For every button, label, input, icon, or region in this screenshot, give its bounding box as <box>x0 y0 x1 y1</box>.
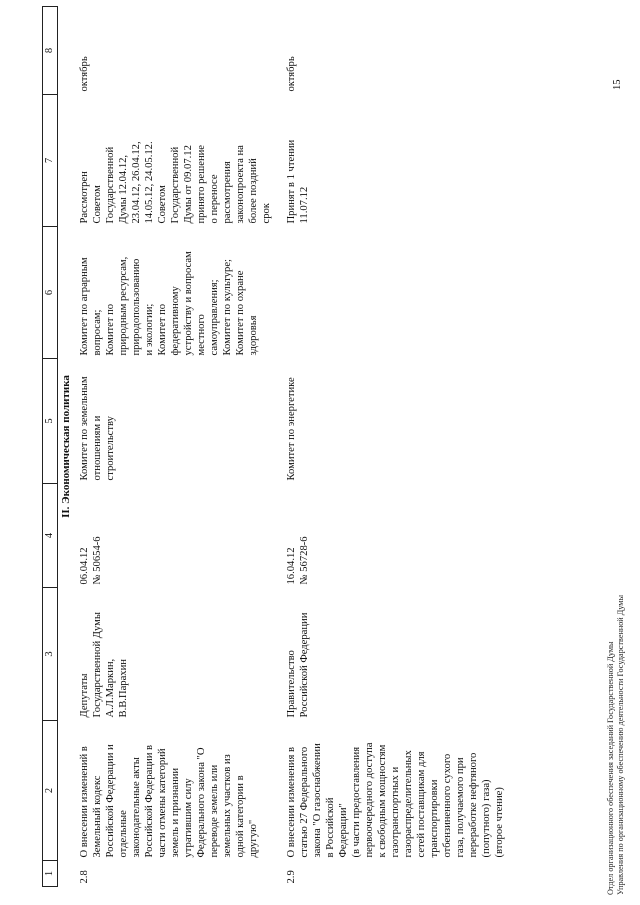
status-line: принято решение <box>196 144 207 224</box>
initiator <box>283 588 516 721</box>
co-committee-line: Комитет по <box>157 303 168 356</box>
registration-date: 06.04.12 <box>79 547 90 585</box>
initiator-line: Правительство <box>286 650 297 718</box>
status-line: рассмотрения <box>222 161 233 224</box>
bill-title-line: одной категории в <box>235 775 246 858</box>
page-number: 15 <box>612 79 623 90</box>
bill-title-line: Российской Федерации в <box>144 744 155 858</box>
status-line: 11.07.12 <box>299 186 310 224</box>
status <box>283 95 516 227</box>
legislation-table <box>42 6 516 887</box>
status <box>76 95 283 227</box>
bill-title-line: Федерации" <box>338 803 349 858</box>
bill-title-line: (второе чтение) <box>494 787 505 858</box>
committee-line: строительству <box>105 416 116 481</box>
registration-number: № 56728-6 <box>299 536 310 585</box>
status-line: Принят в 1 чтении <box>286 139 297 224</box>
co-committee-line: здоровья <box>248 315 259 356</box>
registration-date: 16.04.12 <box>286 547 297 585</box>
bill-title-line: (в части предоставления <box>351 746 362 858</box>
registration <box>76 484 283 588</box>
committee-line: Комитет по энергетике <box>286 377 297 481</box>
bill-title <box>76 721 283 861</box>
bill-title-line: земель и признании <box>170 767 181 858</box>
footer-line: Отдел организационного обеспечения заседаний Государственной Думы <box>606 641 615 895</box>
co-committees <box>76 227 283 359</box>
co-committee-line: устройству и вопросам <box>183 251 194 356</box>
status-line: Государственной <box>170 146 181 224</box>
bill-title-line: газораспределительных <box>403 750 414 858</box>
initiator-line: А.Л.Маркин, <box>105 658 116 718</box>
responsible-committee <box>76 359 283 484</box>
footer <box>606 595 626 895</box>
status-line: Рассмотрен <box>79 171 90 224</box>
bill-title-line: О внесении изменений в <box>79 746 90 858</box>
bill-title-line: сетей поставщикам для <box>416 751 427 858</box>
bill-title-line: законодательные акты <box>131 757 142 858</box>
initiator-line: Депутаты <box>79 673 90 718</box>
bill-title-line: части отмены категорий <box>157 748 168 858</box>
table-header-row <box>43 7 58 887</box>
status-line: более поздний <box>248 158 259 224</box>
co-committee-line: Комитет по аграрным <box>79 257 90 356</box>
co-committee-line: и экологии; <box>144 303 155 356</box>
footer-line: Управления по организационному обеспечению деятельности Государственной Думы <box>616 595 625 895</box>
bill-title-line: первоочередного доступа <box>364 742 375 858</box>
co-committee-line: Комитет по охране <box>235 270 246 356</box>
status-line: срок <box>261 203 272 224</box>
bill-title-line: Российской Федерации и <box>105 744 116 858</box>
planned-month: октябрь <box>79 56 90 92</box>
bill-title-line: Земельный кодекс <box>92 775 103 858</box>
column-number: 7 <box>43 95 58 227</box>
planned-month: октябрь <box>286 56 297 92</box>
column-number: 4 <box>43 484 58 588</box>
bill-title-line: О внесении изменения в <box>286 747 297 858</box>
status-line: Думы от 09.07.12 <box>183 145 194 224</box>
bill-title-line: к свободным мощностям <box>377 744 388 858</box>
bill-title-line: переводе земель или <box>209 764 220 858</box>
co-committee-line: природным ресурсам, <box>118 256 129 356</box>
row-number: 2.8 <box>79 870 90 884</box>
bill-title-line: статью 27 Федерального <box>299 746 310 858</box>
status-line: Советом <box>157 185 168 224</box>
column-number: 6 <box>43 227 58 359</box>
registration <box>283 484 516 588</box>
bill-title-line: транспортировки <box>429 779 440 858</box>
bill-title-line: (попутного) газа) <box>481 779 492 858</box>
co-committee-line: Комитет по <box>105 303 116 356</box>
co-committee-line: Комитет по культуре; <box>222 258 233 356</box>
section-title: II. Экономическая политика <box>60 375 72 518</box>
bill-title-line: закона "О газоснабжении <box>312 743 323 858</box>
co-committee-line: самоуправления; <box>209 279 220 356</box>
committee-line: Комитет по земельным <box>79 376 90 481</box>
row-number: 2.9 <box>286 870 297 884</box>
bill-title-line: отбензиненного сухого <box>442 753 453 858</box>
co-committee-line: вопросам; <box>92 309 103 356</box>
bill-title <box>283 721 516 861</box>
co-committees <box>283 227 516 359</box>
section-row <box>58 7 77 887</box>
bill-title-line: переработке нефтяного <box>468 752 479 858</box>
column-number: 1 <box>43 861 58 887</box>
bill-title-line: Федерального закона "О <box>196 747 207 858</box>
table-row <box>76 7 283 887</box>
table-row <box>283 7 516 887</box>
bill-title-line: земельных участков из <box>222 754 233 858</box>
column-number: 5 <box>43 359 58 484</box>
registration-number: № 50654-6 <box>92 536 103 585</box>
bill-title-line: в Российской <box>325 797 336 858</box>
initiator <box>76 588 283 721</box>
co-committee-line: федеративному <box>170 286 181 356</box>
column-number: 3 <box>43 588 58 721</box>
status-line: Государственной <box>105 146 116 224</box>
status-line: Советом <box>92 185 103 224</box>
responsible-committee <box>283 359 516 484</box>
committee-line: отношениям и <box>92 415 103 481</box>
status-line: законопроекта на <box>235 145 246 224</box>
column-number: 8 <box>43 7 58 95</box>
bill-title-line: утратившим силу <box>183 778 194 858</box>
bill-title-line: газотранспортных и <box>390 766 401 858</box>
column-number: 2 <box>43 721 58 861</box>
initiator-line: В.В.Парахин <box>118 659 129 718</box>
status-line: 14.05.12, 24.05.12. <box>144 141 155 224</box>
initiator-line: Российской Федерации <box>299 612 310 718</box>
bill-title-line: отдельные <box>118 810 129 858</box>
bill-title-line: другую" <box>248 819 259 858</box>
co-committee-line: природопользованию <box>131 258 142 356</box>
bill-title-line: газа, получаемого при <box>455 757 466 858</box>
co-committee-line: местного <box>196 314 207 356</box>
status-line: 23.04.12, 26.04.12, <box>131 141 142 224</box>
initiator-line: Государственной Думы <box>92 612 103 718</box>
status-line: о переносе <box>209 174 220 224</box>
status-line: Думы 12.04.12, <box>118 154 129 224</box>
